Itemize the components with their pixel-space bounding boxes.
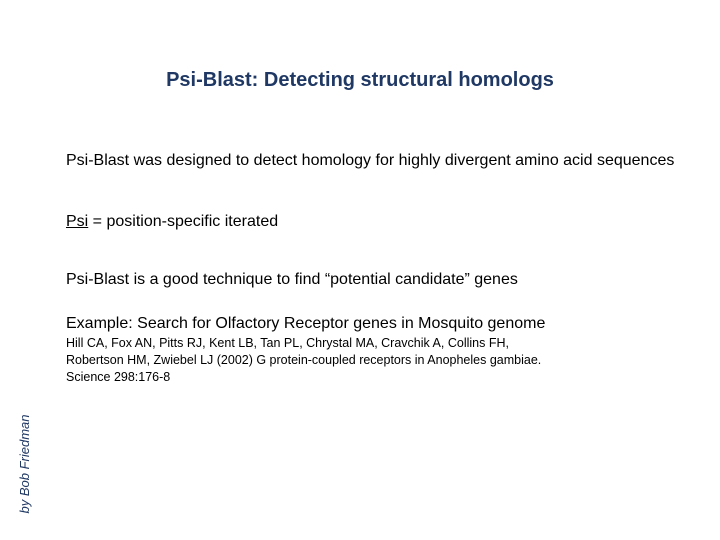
author-credit: by Bob Friedman	[17, 414, 32, 514]
citation-line: Science 298:176-8	[66, 370, 171, 384]
citation-line: Robertson HM, Zwiebel LJ (2002) G protein-coupled receptors in Anopheles gambiae.	[66, 353, 542, 367]
bullet-example: Example: Search for Olfactory Receptor genes in Mosquito genome	[66, 315, 546, 332]
psi-expansion: = position-specific iterated	[88, 213, 279, 230]
psi-acronym: Psi	[66, 213, 89, 230]
citation-line: Hill CA, Fox AN, Pitts RJ, Kent LB, Tan PL, Chrystal MA, Cravchik A, Collins FH,	[66, 336, 509, 350]
bullet-candidate-genes: Psi-Blast is a good technique to find “potential candidate” genes	[66, 271, 518, 288]
slide-title: Psi-Blast: Detecting structural homologs	[166, 69, 554, 91]
bullet-psi-definition	[66, 211, 676, 232]
citation	[66, 335, 666, 386]
bullet-psi-blast-purpose: Psi-Blast was designed to detect homology for highly divergent amino acid sequences	[66, 152, 675, 169]
